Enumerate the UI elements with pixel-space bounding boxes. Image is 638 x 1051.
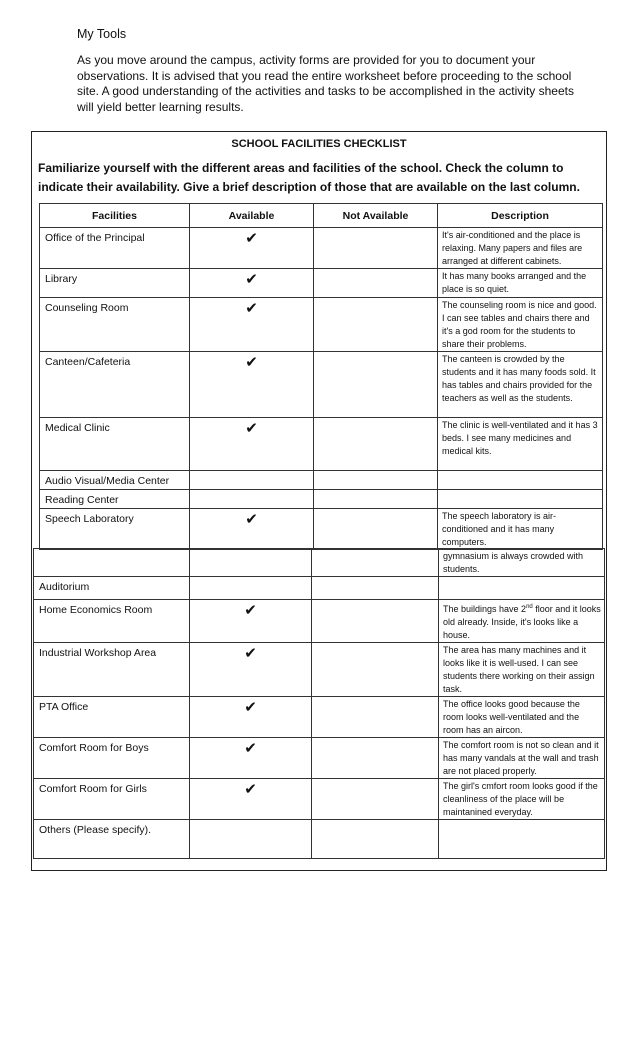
facility-name: Others (Please specify). xyxy=(34,820,190,859)
available-check: ✔ xyxy=(190,509,314,550)
table-row xyxy=(34,820,605,859)
facility-name: Medical Clinic xyxy=(40,418,190,471)
available-cell xyxy=(190,577,312,600)
facility-name: Reading Center xyxy=(40,490,190,509)
facility-description xyxy=(439,600,605,643)
not-available-cell xyxy=(312,820,439,859)
facility-name: Speech Laboratory xyxy=(40,509,190,550)
facility-name: Auditorium xyxy=(34,577,190,600)
not-available-cell xyxy=(312,697,439,738)
facility-description: The office looks good because the room looks well-ventilated and the room has an aircon. xyxy=(439,697,605,738)
not-available-cell xyxy=(314,509,438,550)
not-available-cell xyxy=(314,298,438,352)
not-available-cell xyxy=(314,490,438,509)
facility-description: The counseling room is nice and good. I can see tables and chairs there and it's a god room for the students to share their problems. xyxy=(438,298,603,352)
available-check: ✔ xyxy=(190,269,314,298)
table-row xyxy=(34,643,605,697)
description-text: The buildings have 2 xyxy=(443,604,527,614)
table-row xyxy=(40,352,603,418)
facility-description: The girl's cmfort room looks good if the cleanliness of the place will be maintanined everyday. xyxy=(439,779,605,820)
column-header-description: Description xyxy=(438,204,603,228)
table-row xyxy=(40,228,603,269)
facility-name: Comfort Room for Girls xyxy=(34,779,190,820)
table-row xyxy=(34,577,605,600)
facility-name: Audio Visual/Media Center xyxy=(40,471,190,490)
facility-name: Industrial Workshop Area xyxy=(34,643,190,697)
facility-description xyxy=(438,471,603,490)
not-available-cell xyxy=(312,643,439,697)
not-available-cell xyxy=(312,549,439,577)
facility-description: The comfort room is not so clean and it has many vandals at the wall and trash are not placed properly. xyxy=(439,738,605,779)
facility-description: The clinic is well-ventilated and it has 3 beds. I see many medicines and medical kits. xyxy=(438,418,603,471)
facility-name: Home Economics Room xyxy=(34,600,190,643)
available-check: ✔ xyxy=(190,738,312,779)
table-row xyxy=(34,779,605,820)
facility-name: Library xyxy=(40,269,190,298)
table-row xyxy=(34,738,605,779)
intro-paragraph: As you move around the campus, activity forms are provided for you to document your observations. It is advised that you read the entire worksheet before proceeding to the school site. A good understanding of the activities and tasks to be accomplished in the activity sheets will yield better learning results. xyxy=(77,53,574,114)
column-header-not-available: Not Available xyxy=(314,204,438,228)
facility-description: The canteen is crowded by the students and it has many foods sold. It has tables and chairs provided for the teachers as well as the students. xyxy=(438,352,603,418)
facility-name: PTA Office xyxy=(34,697,190,738)
table-row xyxy=(40,490,603,509)
facility-description: The area has many machines and it looks like it is well-used. I can see students there working on their assign task. xyxy=(439,643,605,697)
table-row xyxy=(40,269,603,298)
table-row xyxy=(34,697,605,738)
column-header-facilities: Facilities xyxy=(40,204,190,228)
table-row xyxy=(40,298,603,352)
page-heading: My Tools xyxy=(77,27,127,41)
checklist-instructions: Familiarize yourself with the different areas and facilities of the school. Check the column to indicate their availability. Give a brief description of those that are available on the last column. xyxy=(38,161,580,194)
table-header-row xyxy=(40,204,603,228)
facility-name xyxy=(34,549,190,577)
not-available-cell xyxy=(312,577,439,600)
table-row xyxy=(34,600,605,643)
column-header-available: Available xyxy=(190,204,314,228)
available-check: ✔ xyxy=(190,298,314,352)
available-check: ✔ xyxy=(190,418,314,471)
available-check: ✔ xyxy=(190,352,314,418)
facility-description: The speech laboratory is air-conditioned and it has many computers. xyxy=(438,509,603,550)
facility-description xyxy=(438,490,603,509)
available-cell xyxy=(190,471,314,490)
not-available-cell xyxy=(314,418,438,471)
facility-description xyxy=(439,820,605,859)
facility-name: Counseling Room xyxy=(40,298,190,352)
available-check: ✔ xyxy=(190,228,314,269)
table-row xyxy=(40,418,603,471)
facility-description: It's air-conditioned and the place is relaxing. Many papers and files are arranged at different cabinets. xyxy=(438,228,603,269)
available-cell xyxy=(190,549,312,577)
available-check: ✔ xyxy=(190,643,312,697)
not-available-cell xyxy=(312,779,439,820)
not-available-cell xyxy=(314,352,438,418)
available-cell xyxy=(190,820,312,859)
not-available-cell xyxy=(314,228,438,269)
available-cell xyxy=(190,490,314,509)
not-available-cell xyxy=(312,738,439,779)
facility-name: Comfort Room for Boys xyxy=(34,738,190,779)
table-row xyxy=(40,509,603,550)
facility-name: Canteen/Cafeteria xyxy=(40,352,190,418)
available-check: ✔ xyxy=(190,697,312,738)
not-available-cell xyxy=(312,600,439,643)
facility-name: Office of the Principal xyxy=(40,228,190,269)
facility-description: gymnasium is always crowded with students. xyxy=(439,549,605,577)
superscript: nd xyxy=(526,604,533,610)
facilities-table-continued xyxy=(33,548,605,859)
table-row xyxy=(34,549,605,577)
not-available-cell xyxy=(314,269,438,298)
description-text: floor and it looks old already. Inside, it's looks like a house. xyxy=(443,604,601,640)
not-available-cell xyxy=(314,471,438,490)
facilities-table xyxy=(39,203,603,550)
available-check: ✔ xyxy=(190,779,312,820)
table-row xyxy=(40,471,603,490)
facility-description: It has many books arranged and the place is so quiet. xyxy=(438,269,603,298)
checklist-title: SCHOOL FACILITIES CHECKLIST xyxy=(231,138,407,150)
facility-description xyxy=(439,577,605,600)
available-check: ✔ xyxy=(190,600,312,643)
